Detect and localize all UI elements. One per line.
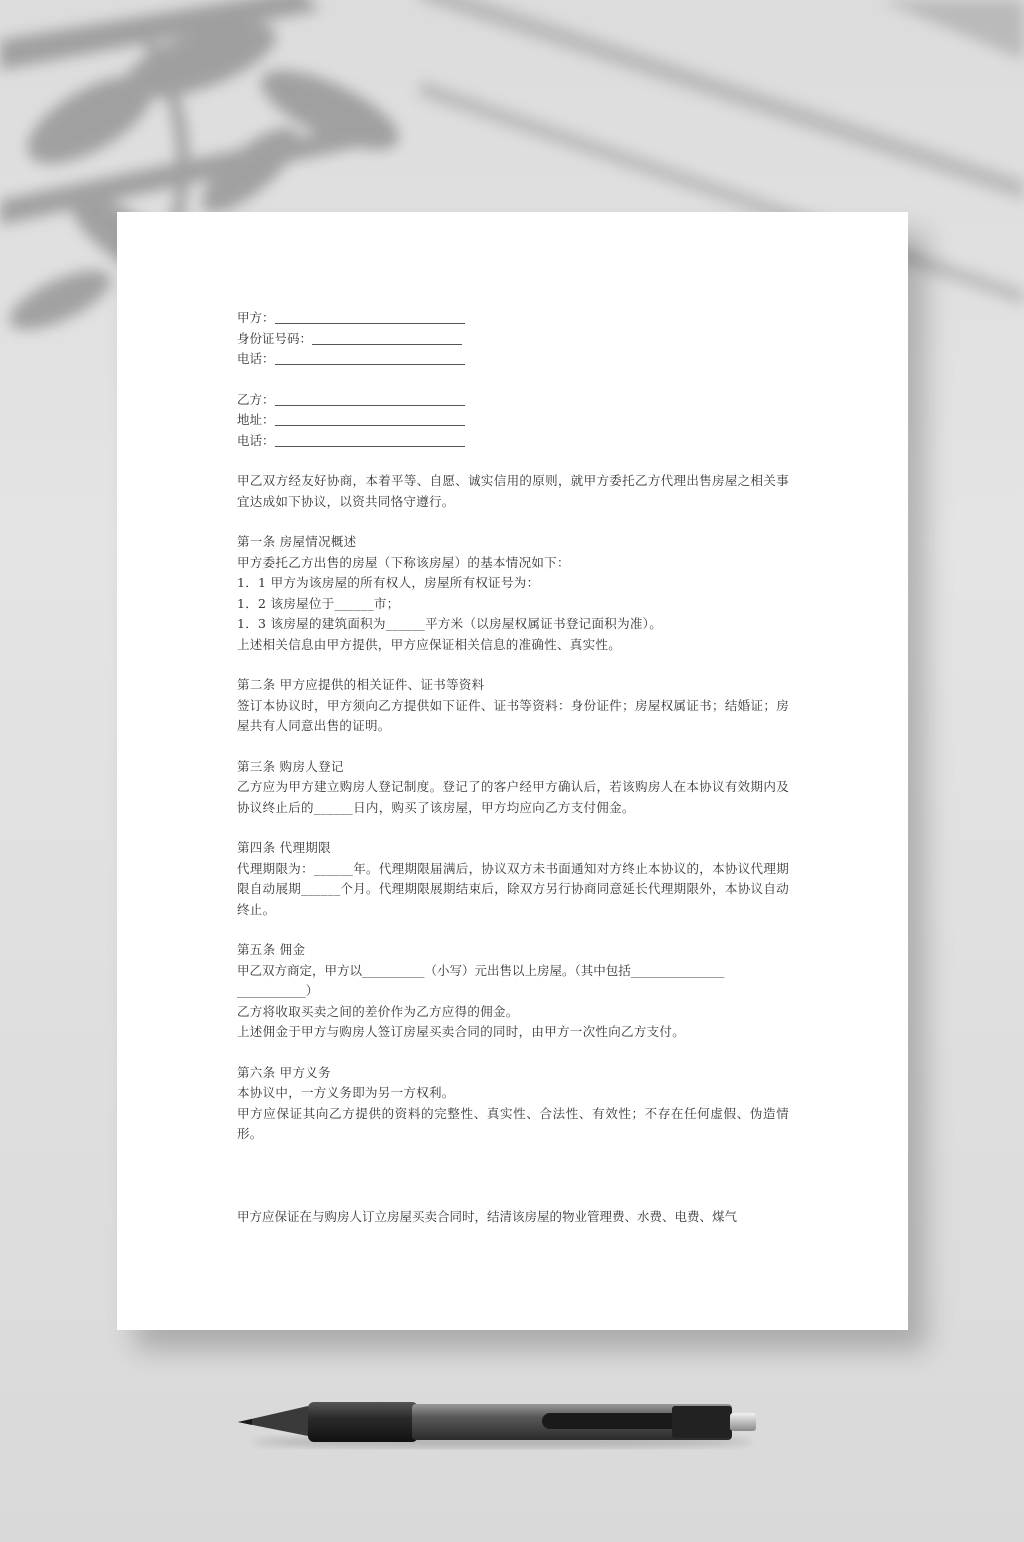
article-line: 甲方应保证其向乙方提供的资料的完整性、真实性、合法性、有效性；不存在任何虚假、伪造情形。 bbox=[237, 1105, 789, 1141]
article-line: 乙方将收取买卖之间的差价作为乙方应得的佣金。 bbox=[237, 1003, 519, 1019]
article-title: 第三条 购房人登记 bbox=[237, 758, 344, 774]
party-b-name-blank bbox=[275, 392, 465, 406]
party-b-address-blank bbox=[275, 412, 465, 426]
contract-paper bbox=[117, 212, 908, 1330]
party-b-phone-blank bbox=[275, 433, 465, 447]
spacer bbox=[237, 737, 789, 757]
party-a-name-row bbox=[237, 308, 789, 329]
article-line: 1．1 甲方为该房屋的所有权人，房屋所有权证号为： bbox=[237, 575, 540, 590]
article-title: 第五条 佣金 bbox=[237, 942, 306, 957]
article-line: 本协议中，一方义务即为另一方权利。 bbox=[237, 1085, 455, 1100]
party-b-phone-row bbox=[237, 431, 789, 452]
article-line: 乙方应为甲方建立购房人登记制度。登记了的客户经甲方确认后，若该购房人在本协议有效期内及协议终止后的______日内，购买了该房屋，甲方均应向乙方支付佣金。 bbox=[237, 779, 789, 815]
spacer bbox=[237, 370, 789, 390]
article-line: 上述相关信息由甲方提供，甲方应保证相关信息的准确性、真实性。 bbox=[237, 636, 622, 652]
article-line: 甲方委托乙方出售的房屋（下称该房屋）的基本情况如下： bbox=[237, 554, 570, 570]
party-b-address-label: 地址： bbox=[237, 412, 275, 427]
article-line: 签订本协议时，甲方须向乙方提供如下证件、证书等资料：身份证件；房屋权属证书；结婚证；房屋共有人同意出售的证明。 bbox=[237, 697, 789, 733]
party-a-id-row bbox=[237, 329, 789, 350]
spacer bbox=[237, 512, 789, 532]
party-b-address-row bbox=[237, 410, 789, 431]
closing-line: 甲方应保证在与购房人订立房屋买卖合同时，结清该房屋的物业管理费、水费、电费、煤气 bbox=[237, 1208, 738, 1224]
intro-paragraph: 甲乙双方经友好协商，本着平等、自愿、诚实信用的原则，就甲方委托乙方代理出售房屋之相关事宜达成如下协议，以资共同恪守遵行。 bbox=[237, 473, 789, 509]
article-1 bbox=[237, 532, 789, 655]
spacer bbox=[237, 655, 789, 675]
spacer bbox=[237, 451, 789, 471]
article-title: 第四条 代理期限 bbox=[237, 840, 331, 855]
party-a-name-blank bbox=[275, 310, 465, 324]
article-4 bbox=[237, 838, 789, 920]
party-b-name-row bbox=[237, 390, 789, 411]
article-title: 第六条 甲方义务 bbox=[237, 1064, 331, 1080]
article-line: 上述佣金于甲方与购房人签订房屋买卖合同的同时，由甲方一次性向乙方支付。 bbox=[237, 1024, 686, 1039]
article-2 bbox=[237, 675, 789, 737]
party-a-phone-row bbox=[237, 349, 789, 370]
article-6 bbox=[237, 1063, 789, 1145]
spacer bbox=[237, 920, 789, 940]
contract-content bbox=[237, 308, 789, 1227]
article-title: 第一条 房屋情况概述 bbox=[237, 534, 357, 549]
spacer bbox=[237, 818, 789, 838]
article-3 bbox=[237, 757, 789, 819]
party-a-id-label: 身份证号码： bbox=[237, 330, 313, 346]
article-line: 1．3 该房屋的建筑面积为______平方米（以房屋权属证书登记面积为准）。 bbox=[237, 616, 663, 631]
article-line: 代理期限为：______年。代理期限届满后，协议双方未书面通知对方终止本协议的，本协议代理期限自动展期______个月。代理期限展期结束后，除双方另行协商同意延长代理期限外，本协议自动终止。 bbox=[237, 860, 789, 917]
spacer bbox=[237, 1043, 789, 1063]
party-b-phone-label: 电话： bbox=[237, 432, 275, 448]
pen-image bbox=[232, 1392, 762, 1452]
article-line: 甲乙双方商定，甲方以__________（小写）元出售以上房屋。（其中包括_______________ bbox=[237, 962, 725, 978]
party-a-id-blank bbox=[312, 331, 462, 345]
party-b-name-label: 乙方： bbox=[237, 391, 275, 407]
article-line: ___________） bbox=[237, 983, 319, 998]
article-title: 第二条 甲方应提供的相关证件、证书等资料 bbox=[237, 677, 485, 692]
article-line: 1．2 该房屋位于______市； bbox=[237, 595, 400, 611]
party-a-phone-blank bbox=[275, 351, 465, 365]
party-a-name-label: 甲方： bbox=[237, 310, 275, 325]
party-a-phone-label: 电话： bbox=[237, 351, 275, 366]
article-5 bbox=[237, 940, 789, 1043]
spacer bbox=[237, 1145, 789, 1207]
